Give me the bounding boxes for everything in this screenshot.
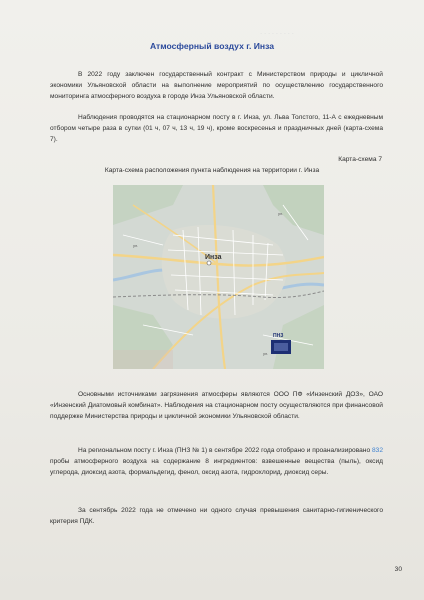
svg-text:ул.: ул. [263, 351, 269, 356]
page-number: 30 [394, 566, 402, 573]
svg-text:ул.: ул. [133, 243, 139, 248]
svg-text:ул.: ул. [278, 211, 284, 216]
city-label: Инза [205, 254, 222, 261]
paragraph-contract: В 2022 году заключен государственный контракт с Министерством природы и цикличной экономики Ульяновской области на выполнение мероприятий по осуществлению государственного мониторинга атмосферного воздуха в городе Инза Ульяновской области. [50, 71, 383, 101]
samples-text-before: На региональном посту г. Инза (ПНЗ № 1) в сентябре 2022 года отобрано и проанализировано [78, 447, 372, 454]
page-title: Атмосферный воздух г. Инза [149, 41, 275, 51]
map-caption: Карта-схема расположения пункта наблюдения на территории г. Инза [104, 167, 320, 174]
show-through-text: · · · · · · · · · [260, 30, 294, 37]
station-label: ПНЗ [273, 333, 284, 339]
city-map-graphic [113, 185, 324, 369]
samples-text-after: пробы атмосферного воздуха на содержание 8 ингредиентов: взвешенные вещества (пыль), оксид углерода, диоксид азота, формальдегид, фенол, оксид азота, гидрохлорид, диоксид серы. [50, 458, 383, 477]
paragraph-samples [50, 445, 383, 479]
map-reference: Карта-схема 7 [338, 156, 382, 163]
paragraph-pollution-sources: Основными источниками загрязнения атмосферы являются ООО ПФ «Инзенский ДОЗ», ОАО «Инзенский Диатомовый комбинат». Наблюдения на стационарном посту осуществляются при финансовой поддержке Министерства природы и цикличной экономики Ульяновской области. [50, 391, 383, 421]
paragraph-conclusion: За сентябрь 2022 года не отмечено ни одного случая превышения санитарно-гигиенического критерия ПДК. [50, 507, 383, 526]
paragraph-observations: Наблюдения проводятся на стационарном посту в г. Инза, ул. Льва Толстого, 11-А с ежедневным отбором четыре раза в сутки (01 ч, 07 ч, 13 ч, 19 ч), кроме воскресенья и праздничных дней (карта-схема 7). [50, 114, 383, 144]
city-map [113, 185, 324, 369]
samples-count: 832 [371, 447, 383, 454]
